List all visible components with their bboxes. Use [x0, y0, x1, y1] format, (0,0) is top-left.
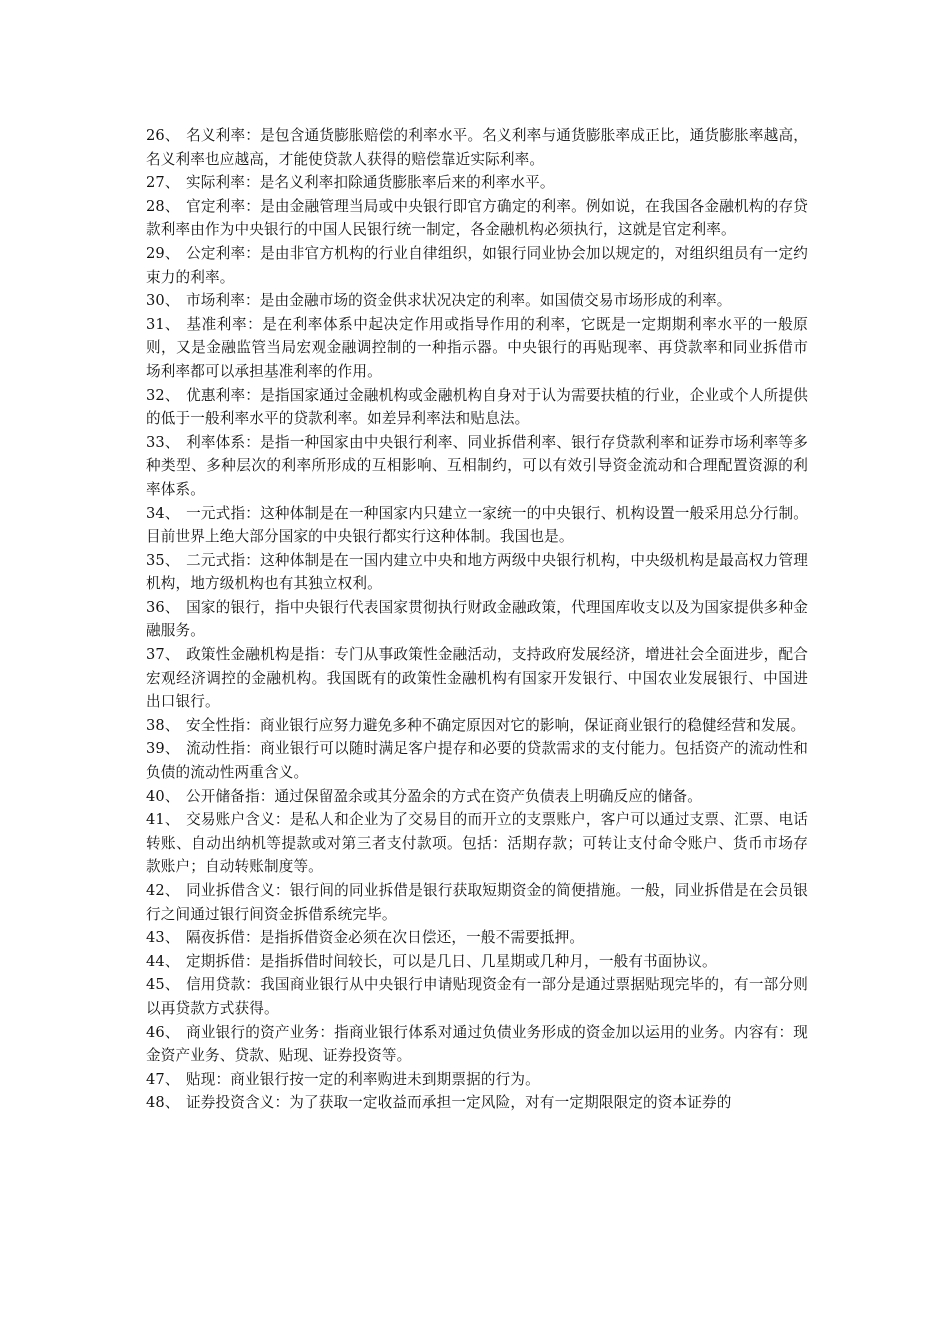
item-text: 国家的银行，指中央银行代表国家贯彻执行财政金融政策，代理国库收支以及为国家提供多种金融服务。 — [146, 598, 808, 640]
item-number: 30、 — [146, 292, 180, 310]
item-text: 实际利率：是名义利率扣除通货膨胀率后来的利率水平。 — [186, 174, 555, 192]
item-number: 37、 — [146, 646, 180, 664]
item-text: 证券投资含义：为了获取一定收益而承担一定风险，对有一定期限限定的资本证券的 — [186, 1094, 732, 1112]
item-text: 公开储备指：通过保留盈余或其分盈余的方式在资产负债表上明确反应的储备。 — [186, 787, 703, 805]
item-number: 39、 — [146, 740, 180, 758]
item-text: 基准利率：是在利率体系中起决定作用或指导作用的利率，它既是一定期期利率水平的一般原则，又是金融监管当局宏观金融调控制的一种指示器。中央银行的再贴现率、再贷款率和同业拆借市场利率都可以承担基准利率的作用。 — [146, 315, 808, 380]
definition-item-45 — [146, 973, 808, 1020]
definition-item-34 — [146, 502, 808, 549]
item-number: 48、 — [146, 1094, 180, 1112]
definition-item-48 — [146, 1091, 808, 1115]
item-text: 名义利率：是包含通货膨胀赔偿的利率水平。名义利率与通货膨胀率成正比，通货膨胀率越高，名义利率也应越高，才能使贷款人获得的赔偿靠近实际利率。 — [146, 127, 808, 168]
item-number: 33、 — [146, 433, 180, 451]
definition-item-42 — [146, 879, 808, 926]
item-number: 46、 — [146, 1023, 180, 1041]
item-number: 38、 — [146, 716, 180, 734]
definition-item-47 — [146, 1068, 808, 1092]
item-text: 贴现：商业银行按一定的利率购进未到期票据的行为。 — [186, 1070, 540, 1088]
item-text: 商业银行的资产业务：指商业银行体系对通过负债业务形成的资金加以运用的业务。内容有：现金资产业务、贷款、贴现、证券投资等。 — [146, 1023, 808, 1065]
definition-item-35 — [146, 549, 808, 596]
item-text: 同业拆借含义：银行间的同业拆借是银行获取短期资金的简便措施。一般，同业拆借是在会员银行之间通过银行间资金拆借系统完毕。 — [146, 882, 808, 923]
item-text: 二元式指：这种体制是在一国内建立中央和地方两级中央银行机构，中央级机构是最高权力管理机构，地方级机构也有其独立权利。 — [146, 551, 808, 593]
item-number: 35、 — [146, 551, 180, 569]
item-text: 信用贷款：我国商业银行从中央银行申请贴现资金有一部分是通过票据贴现完毕的，有一部分则以再贷款方式获得。 — [146, 976, 808, 1017]
definition-item-40 — [146, 785, 808, 809]
item-text: 一元式指：这种体制是在一种国家内只建立一家统一的中央银行、机构设置一般采用总分行制。目前世界上绝大部分国家的中央银行都实行这种体制。我国也是。 — [146, 504, 808, 546]
definition-item-43 — [146, 926, 808, 950]
item-number: 34、 — [146, 504, 180, 522]
item-text: 隔夜拆借：是指拆借资金必须在次日偿还，一般不需要抵押。 — [186, 929, 585, 947]
definition-item-27 — [146, 171, 808, 195]
item-number: 43、 — [146, 929, 180, 947]
item-text: 政策性金融机构是指：专门从事政策性金融活动，支持政府发展经济，增进社会全面进步，配合宏观经济调控的金融机构。我国既有的政策性金融机构有国家开发银行、中国农业发展银行、中国进出口银行。 — [146, 646, 808, 711]
definition-item-33 — [146, 431, 808, 502]
definition-item-41 — [146, 808, 808, 879]
definition-item-38 — [146, 714, 808, 738]
definition-item-31 — [146, 313, 808, 384]
definition-item-39 — [146, 737, 808, 784]
item-number: 36、 — [146, 598, 180, 616]
item-number: 42、 — [146, 882, 180, 899]
item-number: 27、 — [146, 174, 180, 192]
item-number: 31、 — [146, 315, 180, 333]
item-number: 28、 — [146, 197, 180, 215]
definition-item-46 — [146, 1021, 808, 1068]
item-number: 26、 — [146, 127, 180, 144]
item-text: 交易账户含义：是私人和企业为了交易目的而开立的支票账户，客户可以通过支票、汇票、电话转账、自动出纳机等提款或对第三者支付款项。包括：活期存款；可转让支付命令账户、货币市场存款账户；自动转账制度等。 — [146, 811, 808, 876]
item-text: 官定利率：是由金融管理当局或中央银行即官方确定的利率。例如说，在我国各金融机构的存贷款利率由作为中央银行的中国人民银行统一制定，各金融机构必须执行，这就是官定利率。 — [146, 197, 808, 239]
item-text: 定期拆借：是指拆借时间较长，可以是几日、几星期或几种月，一般有书面协议。 — [186, 952, 717, 970]
document-page — [146, 124, 808, 1115]
item-number: 32、 — [146, 386, 180, 404]
item-text: 利率体系：是指一种国家由中央银行利率、同业拆借利率、银行存贷款利率和证券市场利率等多种类型、多种层次的利率所形成的互相影响、互相制约，可以有效引导资金流动和合理配置资源的利率体系。 — [146, 433, 808, 498]
item-text: 流动性指：商业银行可以随时满足客户提存和必要的贷款需求的支付能力。包括资产的流动性和负债的流动性两重含义。 — [146, 740, 808, 782]
definition-item-29 — [146, 242, 808, 289]
definition-item-28 — [146, 195, 808, 242]
item-text: 公定利率：是由非官方机构的行业自律组织，如银行同业协会加以规定的，对组织组员有一定约束力的利率。 — [146, 244, 808, 286]
item-number: 44、 — [146, 952, 180, 970]
definition-item-26 — [146, 124, 808, 171]
definition-item-30 — [146, 289, 808, 313]
item-number: 40、 — [146, 787, 180, 805]
definition-item-32 — [146, 384, 808, 431]
item-number: 41、 — [146, 811, 180, 829]
definition-item-37 — [146, 643, 808, 714]
item-text: 优惠利率：是指国家通过金融机构或金融机构自身对于认为需要扶植的行业，企业或个人所提供的低于一般利率水平的贷款利率。如差异利率法和贴息法。 — [146, 386, 808, 428]
definition-item-44 — [146, 950, 808, 974]
item-text: 安全性指：商业银行应努力避免多种不确定原因对它的影响，保证商业银行的稳健经营和发展。 — [186, 716, 806, 734]
item-number: 45、 — [146, 976, 180, 994]
item-number: 29、 — [146, 244, 180, 262]
item-number: 47、 — [146, 1070, 180, 1088]
definition-item-36 — [146, 596, 808, 643]
item-text: 市场利率：是由金融市场的资金供求状况决定的利率。如国债交易市场形成的利率。 — [186, 292, 732, 310]
